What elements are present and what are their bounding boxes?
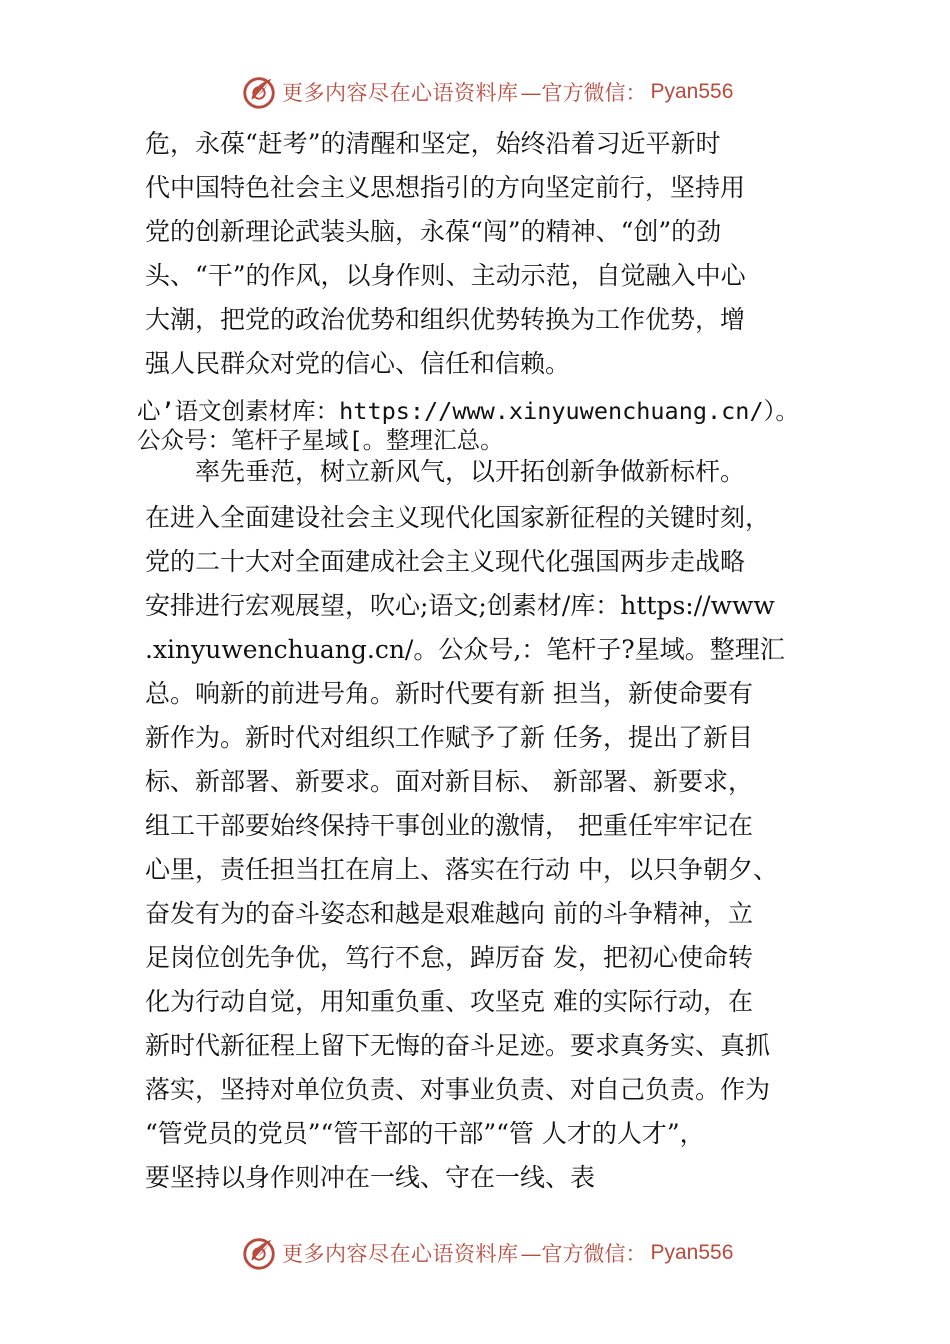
text-line: 在进入全面建设社会主义现代化国家新征程的关键时刻， — [145, 503, 771, 532]
coin-leaf-logo-icon — [240, 1234, 278, 1272]
banner-brand-text: 更多内容尽在心语资料库 — [282, 81, 519, 105]
banner-wechat-id: Pyan556 — [650, 1241, 734, 1264]
text-line: 大潮，把党的政治优势和组织优势转换为工作优势，增 — [145, 305, 746, 334]
text-line: 代中国特色社会主义思想指引的方向坚定前行，坚持用 — [145, 173, 746, 202]
banner-wechat-label: —官方微信： — [520, 81, 647, 105]
source-note-line: 公众号：笔杆子星域[。整理汇总。 — [137, 426, 504, 454]
text-line: 头、“干”的作风，以身作则、主动示范，自觉融入中心 — [145, 261, 746, 290]
header-banner — [240, 72, 733, 112]
banner-wechat-label: —官方微信： — [520, 1242, 647, 1266]
text-line: 安排进行宏观展望，吹心;语文;创素材/库：https://www — [145, 591, 775, 620]
text-line: 足岗位创先争优，笃行不怠，踔厉奋 发，把初心使命转 — [145, 943, 753, 972]
text-line: 总。响新的前进号角。新时代要有新 担当，新使命要有 — [145, 679, 753, 708]
text-line: “管党员的党员”“管干部的干部”“管 人才的人才”， — [145, 1119, 705, 1148]
coin-leaf-logo-icon — [240, 73, 278, 111]
text-line: 党的创新理论武装头脑，永葆“闯”的精神、“创”的劲 — [145, 217, 722, 246]
text-line: 落实，坚持对单位负责、对事业负责、对自己负责。作为 — [145, 1075, 771, 1104]
text-line: 要坚持以身作则冲在一线、守在一线、表 — [145, 1163, 596, 1192]
text-line: 新作为。新时代对组织工作赋予了新 任务，提出了新目 — [145, 723, 753, 752]
text-line: 新时代新征程上留下无悔的奋斗足迹。要求真务实、真抓 — [145, 1031, 771, 1060]
text-line: 奋发有为的奋斗姿态和越是艰难越向 前的斗争精神，立 — [145, 899, 753, 928]
text-line: 率先垂范，树立新风气，以开拓创新争做新标杆。 — [145, 457, 746, 486]
text-line: 标、新部署、新要求。面对新目标、 新部署、新要求， — [145, 767, 753, 796]
text-line: 党的二十大对全面建成社会主义现代化强国两步走战略 — [145, 547, 746, 576]
source-note-line: 心’语文创素材库：https://www.xinyuwenchuang.cn/）。 — [137, 397, 799, 425]
text-line: 化为行动自觉，用知重负重、攻坚克 难的实际行动，在 — [145, 987, 753, 1016]
text-line: 心里，责任担当扛在肩上、落实在行动 中，以只争朝夕、 — [145, 855, 778, 884]
footer-banner — [240, 1233, 733, 1273]
text-line: 强人民群众对党的信心、信任和信赖。 — [145, 349, 571, 378]
banner-brand-text: 更多内容尽在心语资料库 — [282, 1242, 519, 1266]
banner-wechat-id: Pyan556 — [650, 80, 734, 103]
text-line: 危，永葆“赶考”的清醒和坚定，始终沿着习近平新时 — [145, 129, 721, 158]
text-line: .xinyuwenchuang.cn/。公众号,：笔杆子?星域。整理汇 — [145, 635, 785, 664]
text-line: 组工干部要始终保持干事创业的激情， 把重任牢牢记在 — [145, 811, 753, 840]
